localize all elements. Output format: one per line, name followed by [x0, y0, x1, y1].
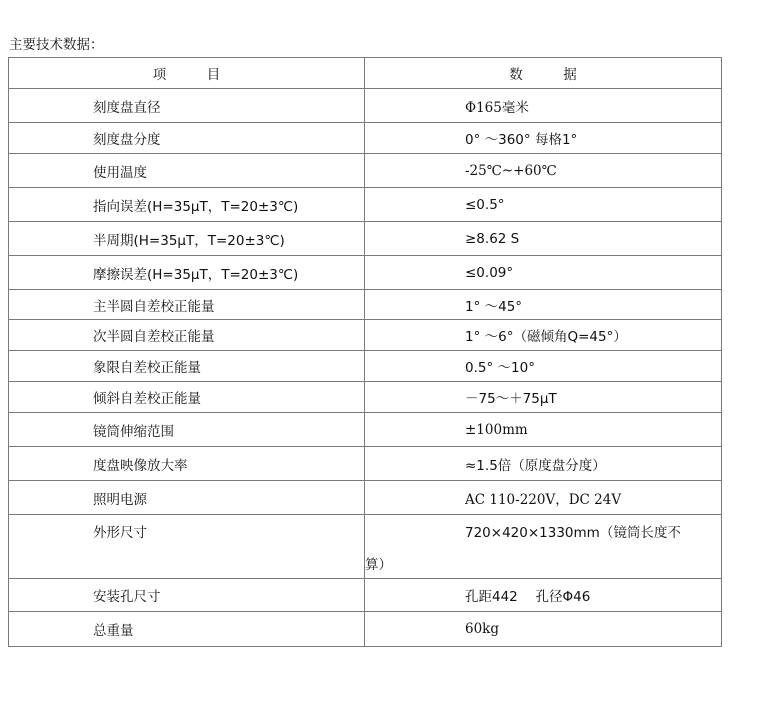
- row-value-continuation: 算）: [365, 557, 392, 573]
- header-data: 数 据: [365, 58, 722, 89]
- table-row: [9, 222, 722, 256]
- table-row: [9, 89, 722, 123]
- row-item: 刻度盘分度: [93, 132, 161, 148]
- row-item: 使用温度: [93, 164, 147, 181]
- header-item: 项 目: [9, 58, 365, 89]
- table-row: [9, 351, 722, 382]
- row-item: 象限自差校正能量: [93, 360, 201, 376]
- row-item: 总重量: [93, 623, 134, 639]
- row-item: 次半圆自差校正能量: [93, 329, 215, 345]
- row-item: 镜筒伸缩范围: [93, 423, 174, 440]
- table-row: [9, 579, 722, 612]
- table-header-row: [9, 58, 722, 89]
- table-row: [9, 188, 722, 222]
- row-item: 摩擦误差(H=35μT，T=20±3℃): [93, 266, 299, 283]
- row-item: 安装孔尺寸: [93, 589, 161, 605]
- row-value: ≥8.62 S: [465, 230, 520, 247]
- row-value: ±100mm: [465, 421, 528, 438]
- row-item: 度盘映像放大率: [93, 457, 188, 474]
- row-value: 60kg: [465, 621, 500, 637]
- table-row: [9, 320, 722, 351]
- row-item: 半周期(H=35μT，T=20±3℃): [93, 232, 285, 249]
- table-row: [9, 413, 722, 447]
- row-item: 指向误差(H=35μT，T=20±3℃): [93, 198, 299, 215]
- table-row: [9, 515, 722, 579]
- section-heading: 主要技术数据：: [9, 37, 104, 53]
- row-value: AC 110-220V，DC 24V: [465, 491, 622, 508]
- table-row: [9, 447, 722, 481]
- row-item: 照明电源: [93, 491, 147, 508]
- row-value: ≤0.5°: [465, 196, 505, 213]
- row-item: 倾斜自差校正能量: [93, 391, 201, 407]
- table-row: [9, 612, 722, 647]
- row-value: －75～＋75μT: [465, 391, 557, 407]
- row-item: 主半圆自差校正能量: [93, 298, 215, 315]
- table-row: [9, 290, 722, 320]
- table-row: [9, 154, 722, 188]
- table-row: [9, 256, 722, 290]
- row-value: 0° ～360° 每格1°: [465, 132, 578, 148]
- spec-table: [8, 57, 722, 647]
- table-row: [9, 382, 722, 413]
- table-row: [9, 481, 722, 515]
- table-row: [9, 123, 722, 154]
- row-value: 1° ～6°（磁倾角Q=45°）: [465, 329, 627, 345]
- row-value: 720×420×1330mm（镜筒长度不: [465, 525, 681, 541]
- row-value: ≤0.09°: [465, 264, 514, 281]
- row-value: 孔距442 孔径Φ46: [465, 589, 591, 605]
- row-value: -25℃~+60℃: [465, 162, 557, 179]
- row-value: ≈1.5倍（原度盘分度）: [465, 457, 606, 474]
- row-item: 刻度盘直径: [93, 99, 161, 116]
- row-value: Φ165毫米: [465, 99, 529, 116]
- row-item: 外形尺寸: [93, 525, 147, 541]
- row-value: 1° ～45°: [465, 298, 523, 315]
- row-value: 0.5° ～10°: [465, 360, 535, 376]
